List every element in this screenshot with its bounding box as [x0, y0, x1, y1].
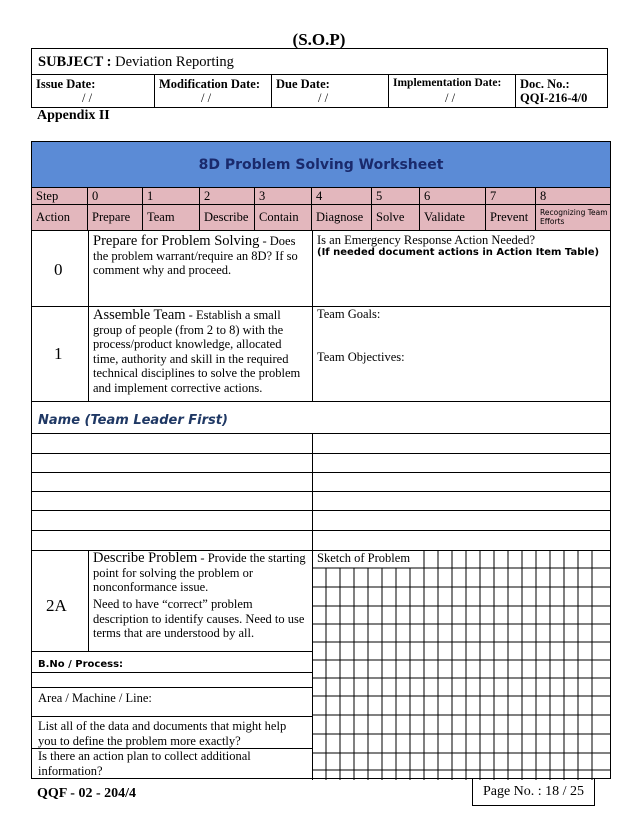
issue-date-value: / /	[82, 91, 93, 105]
doc-no-label: Doc. No.:	[520, 77, 570, 91]
divider	[32, 433, 610, 434]
action-recognizing: Recognizing Team Efforts	[540, 208, 608, 226]
divider	[32, 716, 312, 717]
divider	[88, 306, 89, 401]
emergency-note: (If needed document actions in Action Item Table)	[317, 247, 600, 258]
team-row	[32, 510, 610, 511]
action-prepare: Prepare	[88, 205, 143, 230]
team-name-heading: Name (Team Leader First)	[38, 413, 228, 428]
team-row	[32, 472, 610, 473]
section-2a-heading: Describe Problem	[93, 550, 198, 566]
section-1-text	[93, 308, 307, 395]
bno-process-label: B.No / Process:	[38, 659, 124, 670]
divider	[88, 231, 89, 306]
action-validate: Validate	[420, 205, 486, 230]
section-2a-number: 2A	[46, 596, 67, 615]
issue-date-label: Issue Date:	[36, 77, 96, 91]
worksheet-banner: 8D Problem Solving Worksheet	[32, 142, 610, 188]
action-describe: Describe	[200, 205, 255, 230]
action-plan-question: Is there an action plan to collect additional information?	[38, 749, 251, 778]
action-contain: Contain	[255, 205, 312, 230]
section-2a-body: - Provide the starting point for solving the problem or nonconformance issue.	[93, 551, 306, 594]
step-5: 5	[372, 188, 420, 204]
divider	[88, 550, 89, 651]
action-team: Team	[143, 205, 200, 230]
header-box	[31, 48, 608, 108]
step-3: 3	[255, 188, 312, 204]
doc-no-value: QQI-216-4/0	[520, 91, 588, 105]
subject-label: SUBJECT :	[38, 54, 112, 70]
divider	[32, 651, 312, 652]
section-2a-text	[93, 551, 307, 595]
section-0-number: 0	[54, 260, 63, 279]
step-8: 8	[540, 189, 547, 203]
step-4: 4	[312, 188, 372, 204]
action-row	[32, 205, 610, 231]
implementation-date-cell	[389, 75, 516, 108]
team-row	[32, 491, 610, 492]
emergency-question: Is an Emergency Response Action Needed?	[317, 233, 536, 247]
team-goals-label: Team Goals:	[317, 307, 381, 321]
team-row	[32, 530, 610, 531]
due-date-value: / /	[318, 91, 329, 105]
divider	[32, 401, 610, 402]
sketch-grid	[312, 550, 610, 780]
action-label: Action	[32, 205, 88, 230]
implementation-date-value: / /	[445, 91, 456, 105]
section-1-heading: Assemble Team	[93, 307, 186, 323]
dates-row	[32, 75, 607, 108]
form-number: QQF - 02 - 204/4	[37, 786, 137, 801]
sketch-label: Sketch of Problem	[317, 551, 413, 566]
section-0-body: - Does the problem warrant/require an 8D? If so comment why and proceed.	[93, 234, 298, 277]
section-1-number: 1	[54, 344, 63, 363]
action-solve: Solve	[372, 205, 420, 230]
step-7: 7	[486, 188, 536, 204]
area-machine-line-label: Area / Machine / Line:	[38, 691, 152, 705]
appendix-label: Appendix II	[37, 108, 110, 123]
step-row	[32, 188, 610, 205]
action-diagnose: Diagnose	[312, 205, 372, 230]
subject-value: Deviation Reporting	[111, 54, 234, 70]
subject-row	[32, 49, 607, 75]
divider	[32, 687, 312, 688]
step-0: 0	[88, 188, 143, 204]
page-number: Page No. : 18 / 25	[472, 778, 595, 806]
modification-date-cell	[155, 75, 272, 108]
step-1: 1	[143, 188, 200, 204]
modification-date-value: / /	[201, 91, 212, 105]
divider	[32, 672, 312, 673]
section-2a-body-2: Need to have “correct” problem description to identify causes. Need to use terms that are understood by all.	[93, 597, 305, 640]
implementation-date-label: Implementation Date:	[393, 77, 502, 89]
team-row	[32, 453, 610, 454]
step-2: 2	[200, 188, 255, 204]
divider	[312, 231, 313, 401]
due-date-cell	[272, 75, 389, 108]
step-6: 6	[420, 188, 486, 204]
list-data-question: List all of the data and documents that might help you to define the problem more exactly?	[38, 719, 287, 748]
document-title: (S.O.P)	[292, 30, 346, 49]
issue-date-cell	[32, 75, 155, 108]
due-date-label: Due Date:	[276, 77, 330, 91]
section-0-text	[93, 234, 307, 278]
team-objectives-label: Team Objectives:	[317, 350, 405, 364]
modification-date-label: Modification Date:	[159, 77, 261, 91]
section-1-body: - Establish a small group of people (from 2 to 8) with the process/product knowledge, allocated time, authority and skill in the required technical disciplines to solve the problem and implement corrective actions.	[93, 308, 301, 395]
section-0-heading: Prepare for Problem Solving	[93, 233, 260, 249]
worksheet-table	[31, 141, 611, 779]
step-label: Step	[32, 188, 88, 204]
doc-no-cell	[516, 75, 609, 108]
action-prevent: Prevent	[486, 205, 536, 230]
